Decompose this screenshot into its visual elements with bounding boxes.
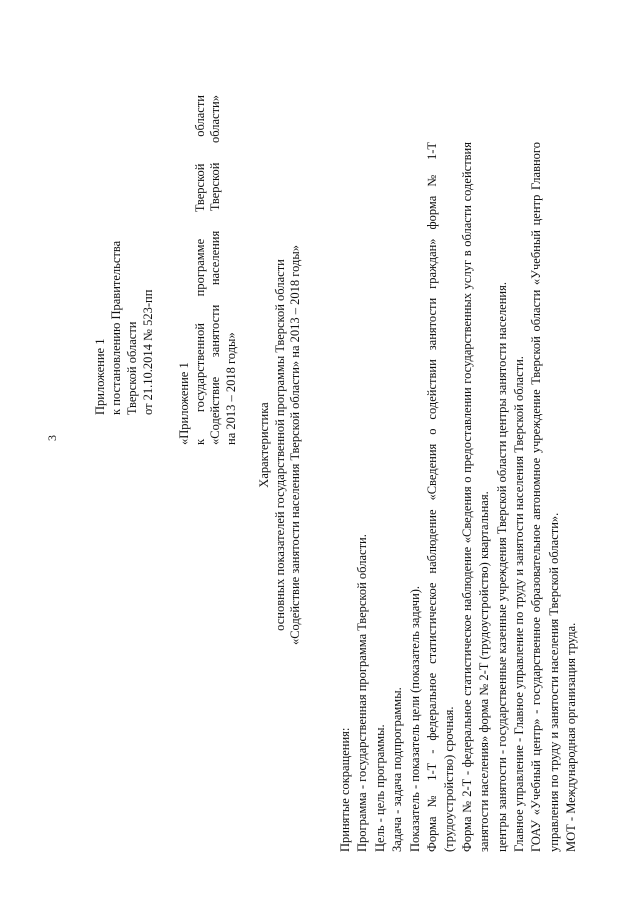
abbreviation-item: ГОАУ «Учебный центр» - государственное образовательное автономное учреждение Тверской области «Учебный центр Главного управления по труду и занятости населения Тверской области». xyxy=(529,142,561,852)
previous-appendix-line: «Содействие занятости населения Тверской области» xyxy=(208,95,222,445)
title-line: основных показателей государственной программы Тверской области xyxy=(272,259,287,631)
abbreviation-item: Задача - задача подпрограммы. xyxy=(390,687,405,852)
previous-appendix-line: «Приложение 1 xyxy=(177,362,191,445)
approval-line: от 21.10.2014 № 523-пп xyxy=(141,289,155,415)
previous-appendix-line: на 2013 – 2018 годы» xyxy=(223,332,238,445)
title-line: «Содействие занятости населения Тверской области» на 2013 – 2018 годы» xyxy=(288,244,302,646)
page-number: 3 xyxy=(45,435,59,441)
document-title xyxy=(257,235,304,655)
abbreviation-item: Показатель - показатель цели (показатель задачи). xyxy=(407,585,422,852)
approval-line: к постановлению Правительства xyxy=(109,240,123,415)
abbreviation-item: Форма № 2-Т - федеральное статистическое наблюдение «Сведения о предоставлении государственных услуг в области содействия занятости населения» форма № 2-Т (трудоустройство) квартальная. xyxy=(459,142,492,852)
abbreviation-item: Программа - государственная программа Тверской области. xyxy=(355,534,370,852)
abbreviations-heading: Принятые сокращения: xyxy=(338,727,352,852)
approval-line: Тверской области xyxy=(125,321,139,415)
abbreviation-item: Цель - цель программы. xyxy=(372,724,387,852)
previous-appendix-block xyxy=(177,95,239,445)
abbreviation-item: Форма № 1-Т - федеральное статистическое наблюдение «Сведения о содействии занятости граждан» форма № 1-Т (трудоустройство) срочная. xyxy=(425,142,457,852)
abbreviation-item: МОТ - Международная организация труда. xyxy=(564,622,579,852)
approval-line: Приложение 1 xyxy=(93,338,107,415)
abbreviation-item: Главное управление - Главное управление по труду и занятости населения Тверской области. xyxy=(512,356,527,852)
previous-appendix-line: к государственной программе Тверской области xyxy=(192,95,207,445)
abbreviations-section xyxy=(337,142,581,852)
abbreviation-item: центры занятости - государственные казенные учреждения Тверской области центры занятости населения. xyxy=(494,282,509,852)
title-line: Характеристика xyxy=(257,402,271,488)
approval-block xyxy=(92,185,156,415)
